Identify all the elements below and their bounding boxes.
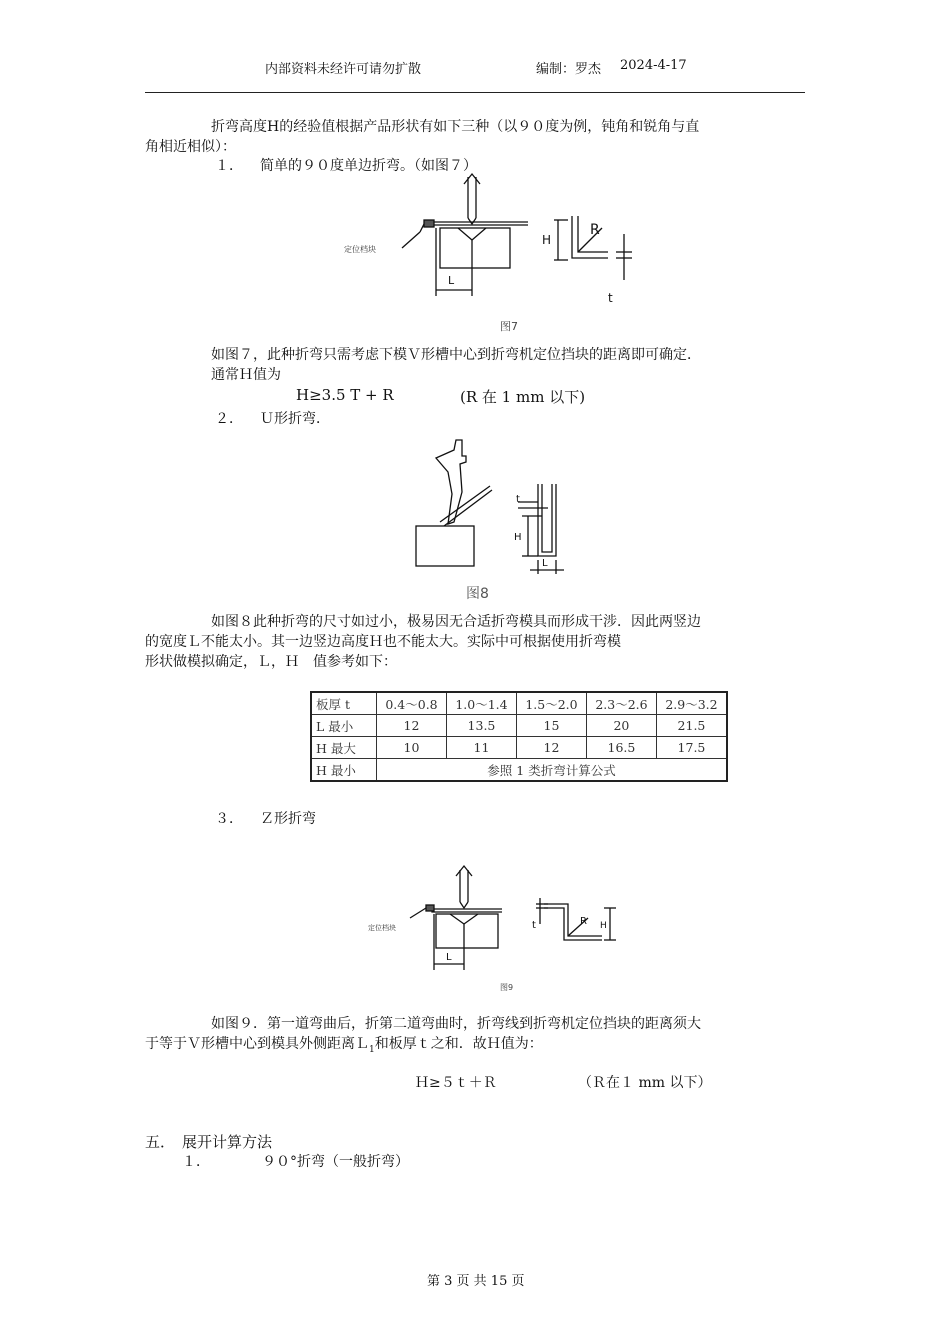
- table-row: [311, 759, 727, 782]
- fig9-t-label: t: [532, 920, 536, 931]
- page-footer: 第 3 页 共 15 页: [427, 1274, 525, 1289]
- fig7-t-label: t: [608, 291, 613, 305]
- table-header-cell: 板厚 t: [311, 692, 377, 715]
- fig9-stop-label: 定位档块: [368, 924, 396, 932]
- item-3-text: Ｚ形折弯: [260, 811, 316, 827]
- fig8-h-label: H: [514, 532, 522, 543]
- table-header-cell: 2.9～3.2: [656, 692, 727, 715]
- lh-reference-table: [310, 691, 728, 782]
- fig7-paragraph: 如图７，此种折弯只需考虑下模Ｖ形槽中心到折弯机定位挡块的距离即可确定． 通常Ｈ值为: [211, 347, 701, 383]
- table-cell: 17.5: [656, 737, 727, 759]
- figure-9: [362, 862, 620, 994]
- fig9-l-label: L: [446, 952, 452, 963]
- table-header-cell: 0.4～0.8: [377, 692, 447, 715]
- table-cell: 16.5: [586, 737, 656, 759]
- header-editor: 编制：罗杰: [536, 62, 602, 77]
- table-row: [311, 715, 727, 737]
- fig9-r-label: R: [580, 916, 587, 927]
- formula-2-note: （Ｒ在１ mm 以下）: [578, 1075, 712, 1091]
- fig7-caption: 图7: [500, 320, 518, 333]
- table-cell: 12: [516, 737, 586, 759]
- table-cell-merged: 参照 1 类折弯计算公式: [377, 759, 728, 782]
- section-5-title: 展开计算方法: [182, 1133, 273, 1151]
- table-header-cell: 2.3～2.6: [586, 692, 656, 715]
- item-5-1-number: １．: [182, 1154, 210, 1170]
- fig8-t-label: t: [516, 494, 520, 505]
- intro-paragraph: 折弯高度H的经验值根据产品形状有如下三种（以９０度为例，钝角和锐角与直 角相近相似）：: [145, 119, 700, 155]
- table-cell: 11: [446, 737, 516, 759]
- item-1-number: １．: [215, 158, 243, 174]
- fig9-h-label: H: [600, 921, 607, 931]
- table-row: [311, 737, 727, 759]
- table-cell: L 最小: [311, 715, 377, 737]
- table-cell: 21.5: [656, 715, 727, 737]
- table-cell: H 最大: [311, 737, 377, 759]
- header-rule: [145, 92, 805, 93]
- fig7-r-label: R: [590, 222, 600, 238]
- figure-7: [340, 172, 650, 340]
- fig7-stop-label: 定位档块: [344, 245, 376, 254]
- table-header-cell: 1.0～1.4: [446, 692, 516, 715]
- fig9-paragraph: 如图９．第一道弯曲后，折第二道弯曲时，折弯线到折弯机定位挡块的距离须大 于等于Ｖ形槽中心到模具外侧距离Ｌ$_1$和板厚ｔ之和．故Ｈ值为：: [145, 1016, 701, 1055]
- table-cell: 15: [516, 715, 586, 737]
- table-header-cell: 1.5～2.0: [516, 692, 586, 715]
- fig7-l-label: L: [448, 274, 455, 287]
- item-2-number: ２．: [215, 411, 243, 427]
- item-5-1-text: ９０°折弯（一般折弯）: [262, 1154, 409, 1170]
- header-date: 2024-4-17: [620, 58, 687, 73]
- formula-1: H≥3.5 T + R: [296, 386, 394, 404]
- fig8-caption: 图8: [466, 586, 489, 602]
- item-2-text: Ｕ形折弯．: [260, 411, 330, 427]
- fig8-l-label: L: [542, 558, 548, 569]
- header-note: 内部资料未经许可请勿扩散: [265, 62, 422, 77]
- table-header-row: [311, 692, 727, 715]
- table-cell: 12: [377, 715, 447, 737]
- fig8-paragraph: 如图８此种折弯的尺寸如过小，极易因无合适折弯模具而形成干涉．因此两竖边 的宽度Ｌ不能太小。其一边竖边高度Ｈ也不能太大。实际中可根据使用折弯模 形状做模拟确定，Ｌ，Ｈ 值参考如下：: [145, 614, 701, 670]
- fig9-caption: 图9: [500, 983, 514, 992]
- formula-1-note: (R 在 1 mm 以下): [460, 388, 586, 406]
- section-5-number: 五．: [145, 1133, 176, 1151]
- item-1-text: 简单的９０度单边折弯。（如图７）: [260, 158, 477, 174]
- fig7-h-label: H: [542, 233, 552, 247]
- table-cell: 10: [377, 737, 447, 759]
- formula-2: Ｈ≥５ｔ＋Ｒ: [415, 1075, 497, 1091]
- item-3-number: ３．: [215, 811, 243, 827]
- table-cell: 20: [586, 715, 656, 737]
- figure-8: [410, 432, 580, 604]
- table-cell: 13.5: [446, 715, 516, 737]
- table-cell: H 最小: [311, 759, 377, 782]
